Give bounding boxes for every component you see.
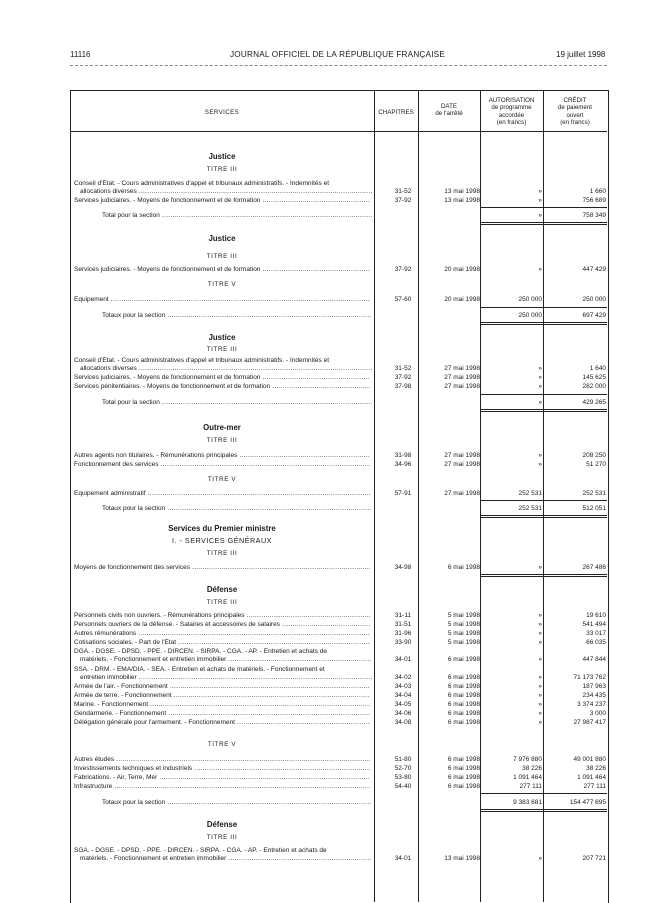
table-row bbox=[74, 266, 607, 276]
row-label: Armée de l'air. - Fonctionnement ..... bbox=[74, 683, 370, 691]
row-credit: 154 477 695 bbox=[569, 799, 606, 806]
row-credit: 1 660 bbox=[589, 188, 606, 195]
row-label: Totaux pour la section ..... bbox=[102, 799, 372, 807]
row-autorisation: 277 111 bbox=[519, 783, 542, 790]
total-rule bbox=[480, 394, 607, 395]
row-label: Personnels ouvriers de la défense. - Salaires et accessoires de salaires ..... bbox=[74, 621, 370, 629]
row-chapitre: 34-98 bbox=[394, 564, 412, 571]
total-double-rule bbox=[480, 322, 607, 325]
section-subtitle: I. - SERVICES GÉNÉRAUX bbox=[172, 536, 272, 545]
row-date: 27 mai 1998 bbox=[444, 365, 480, 372]
table-row bbox=[74, 197, 607, 207]
total-rule bbox=[480, 307, 607, 308]
row-chapitre: 31-52 bbox=[394, 188, 412, 195]
table-row bbox=[74, 383, 607, 393]
total-double-rule bbox=[480, 222, 607, 225]
row-label: matériels. - Fonctionnement et entretien immobilier ..... bbox=[80, 855, 372, 863]
row-autorisation: » bbox=[538, 701, 542, 708]
header-divider bbox=[70, 65, 607, 66]
row-date: 27 mai 1998 bbox=[444, 374, 480, 381]
column-header-services: SERVICES bbox=[204, 109, 240, 116]
row-chapitre: 31-96 bbox=[394, 630, 412, 637]
total-rule bbox=[480, 793, 607, 794]
row-date: 27 mai 1998 bbox=[444, 490, 480, 497]
table-row bbox=[74, 799, 607, 809]
row-autorisation: » bbox=[538, 639, 542, 646]
row-credit: 145 625 bbox=[582, 374, 606, 381]
row-date: 6 mai 1998 bbox=[447, 765, 480, 772]
row-credit: 19 610 bbox=[586, 612, 606, 619]
total-double-rule bbox=[480, 409, 607, 412]
row-date: 20 mai 1998 bbox=[444, 296, 480, 303]
titre-heading: TITRE III bbox=[206, 166, 238, 173]
row-label: Conseil d'État. - Cours administratives d'appel et tribunaux administratifs. - Indemnités et bbox=[74, 357, 330, 364]
row-autorisation: » bbox=[538, 719, 542, 726]
table-header-divider bbox=[70, 131, 607, 132]
row-label: SSA. - DRM. - EMA/DIA. - SEA. - Entretien et achats de matériels. - Fonctionnement et bbox=[74, 666, 325, 673]
row-label: Équipement administratif ..... bbox=[74, 490, 370, 498]
row-credit: 512 051 bbox=[582, 505, 606, 512]
row-chapitre: 37-92 bbox=[394, 197, 412, 204]
row-credit: 66 035 bbox=[586, 639, 606, 646]
row-date: 6 mai 1998 bbox=[447, 701, 480, 708]
row-label: Services judiciaires. - Moyens de fonctionnement et de formation ..... bbox=[74, 374, 370, 382]
row-autorisation: » bbox=[538, 683, 542, 690]
row-label: Investissements techniques et industriels ..... bbox=[74, 765, 370, 773]
row-autorisation: » bbox=[538, 197, 542, 204]
titre-heading: TITRE III bbox=[206, 599, 238, 606]
section-title: Justice bbox=[208, 333, 236, 342]
row-chapitre: 53-80 bbox=[394, 774, 412, 781]
row-credit: 282 000 bbox=[582, 383, 606, 390]
row-chapitre: 34-02 bbox=[394, 674, 412, 681]
titre-heading: TITRE V bbox=[207, 741, 237, 748]
column-header-date: DATE de l'arrêté bbox=[435, 103, 463, 118]
row-label: Gendarmerie. - Fonctionnement ..... bbox=[74, 710, 370, 718]
table-row bbox=[74, 461, 607, 471]
row-credit: 38 226 bbox=[586, 765, 606, 772]
row-chapitre: 31-51 bbox=[394, 621, 412, 628]
page-number: 11116 bbox=[70, 50, 91, 59]
row-date: 6 mai 1998 bbox=[447, 710, 480, 717]
row-label: Infrastructure ..... bbox=[74, 783, 370, 791]
row-autorisation: » bbox=[538, 188, 542, 195]
row-autorisation: 7 976 880 bbox=[513, 756, 542, 763]
row-label: Armée de terre. - Fonctionnement ..... bbox=[74, 692, 370, 700]
row-label: Total pour la section ..... bbox=[102, 399, 372, 407]
total-rule bbox=[480, 207, 607, 208]
row-date: 6 mai 1998 bbox=[447, 783, 480, 790]
row-label: Total pour la section ..... bbox=[102, 212, 372, 220]
row-credit: 447 844 bbox=[582, 656, 606, 663]
row-label: Fabrications. - Air, Terre, Mer ..... bbox=[74, 774, 370, 782]
table-row bbox=[74, 656, 607, 666]
row-credit: 697 429 bbox=[582, 312, 606, 319]
row-chapitre: 31-52 bbox=[394, 365, 412, 372]
row-credit: 3 000 bbox=[589, 710, 606, 717]
column-header-chapitres: CHAPITRES bbox=[378, 109, 414, 116]
row-date: 6 mai 1998 bbox=[447, 756, 480, 763]
titre-heading: TITRE V bbox=[207, 476, 237, 483]
row-credit: 277 111 bbox=[583, 783, 606, 790]
row-label: allocations diverses ..... bbox=[80, 188, 372, 196]
row-credit: 3 374 237 bbox=[577, 701, 606, 708]
issue-date: 19 juillet 1998 bbox=[556, 50, 606, 59]
row-autorisation: » bbox=[538, 374, 542, 381]
row-autorisation: » bbox=[538, 656, 542, 663]
table-row bbox=[74, 399, 607, 409]
section-title: Justice bbox=[208, 234, 236, 243]
row-date: 6 mai 1998 bbox=[447, 719, 480, 726]
row-label: Autres rémunérations ..... bbox=[74, 630, 370, 638]
row-label: matériels. - Fonctionnement et entretien immobilier ..... bbox=[80, 656, 372, 664]
row-autorisation: » bbox=[538, 452, 542, 459]
row-autorisation: » bbox=[538, 564, 542, 571]
row-credit: 33 017 bbox=[586, 630, 606, 637]
row-autorisation: » bbox=[538, 266, 542, 273]
row-label: Marine. - Fonctionnement ..... bbox=[74, 701, 370, 709]
table-row bbox=[74, 855, 607, 865]
row-date: 27 mai 1998 bbox=[444, 383, 480, 390]
row-date: 5 mai 1998 bbox=[447, 639, 480, 646]
row-label: allocations diverses ..... bbox=[80, 365, 372, 373]
row-label: Moyens de fonctionnement des services ..... bbox=[74, 564, 370, 572]
row-credit: 250 000 bbox=[582, 296, 606, 303]
row-chapitre: 34-01 bbox=[394, 855, 412, 862]
row-autorisation: 250 000 bbox=[518, 312, 542, 319]
row-chapitre: 31-11 bbox=[394, 612, 412, 619]
row-credit: 207 721 bbox=[582, 855, 606, 862]
row-chapitre: 33-90 bbox=[394, 639, 412, 646]
row-credit: 208 250 bbox=[582, 452, 606, 459]
section-title: Services du Premier ministre bbox=[168, 524, 276, 533]
row-chapitre: 34-01 bbox=[394, 656, 412, 663]
row-date: 20 mai 1998 bbox=[444, 266, 480, 273]
row-autorisation: 9 383 681 bbox=[513, 799, 542, 806]
row-label: Totaux pour la section ..... bbox=[102, 505, 372, 513]
titre-heading: TITRE III bbox=[206, 550, 238, 557]
row-date: 6 mai 1998 bbox=[447, 674, 480, 681]
table-row bbox=[74, 505, 607, 515]
row-autorisation: » bbox=[538, 710, 542, 717]
row-chapitre: 37-92 bbox=[394, 374, 412, 381]
journal-title: JOURNAL OFFICIEL DE LA RÉPUBLIQUE FRANÇAISE bbox=[230, 50, 446, 59]
table-row bbox=[74, 564, 607, 574]
row-chapitre: 37-92 bbox=[394, 266, 412, 273]
row-chapitre: 54-40 bbox=[394, 783, 412, 790]
section-title: Justice bbox=[208, 152, 236, 161]
row-autorisation: » bbox=[538, 399, 542, 406]
row-label: Totaux pour la section ..... bbox=[102, 312, 372, 320]
row-autorisation: » bbox=[538, 461, 542, 468]
row-label: Services pénitentiaires. - Moyens de fonctionnement et de formation ..... bbox=[74, 383, 370, 391]
row-autorisation: » bbox=[538, 612, 542, 619]
row-credit: 252 531 bbox=[582, 490, 606, 497]
row-label: Services judiciaires. - Moyens de fonctionnement et de formation ..... bbox=[74, 197, 370, 205]
row-autorisation: » bbox=[538, 674, 542, 681]
row-label: entretien immobilier ..... bbox=[80, 674, 372, 682]
table-row bbox=[74, 312, 607, 322]
row-credit: 758 349 bbox=[582, 212, 606, 219]
row-date: 27 mai 1998 bbox=[444, 461, 480, 468]
row-chapitre: 34-05 bbox=[394, 701, 412, 708]
table-row bbox=[74, 783, 607, 793]
row-label: DGA. - DGSE. - DPSD. - PPE. - DIRCEN. - SIRPA. - CGA. - AP. - Entretien et achats de bbox=[74, 648, 327, 655]
row-credit: 267 486 bbox=[582, 564, 606, 571]
row-credit: 1 091 464 bbox=[577, 774, 606, 781]
row-chapitre: 34-04 bbox=[394, 692, 412, 699]
row-label: Fonctionnement des services ..... bbox=[74, 461, 370, 469]
row-chapitre: 52-70 bbox=[394, 765, 412, 772]
table-row bbox=[74, 212, 607, 222]
row-chapitre: 31-98 bbox=[394, 452, 412, 459]
row-date: 13 mai 1998 bbox=[444, 855, 480, 862]
section-title: Défense bbox=[206, 585, 238, 594]
row-credit: 27 987 417 bbox=[573, 719, 606, 726]
row-label: Personnels civils non ouvriers. - Rémunérations principales ..... bbox=[74, 612, 370, 620]
row-autorisation: » bbox=[538, 630, 542, 637]
row-date: 13 mai 1998 bbox=[444, 197, 480, 204]
row-chapitre: 37-98 bbox=[394, 383, 412, 390]
table-row bbox=[74, 296, 607, 306]
row-date: 27 mai 1998 bbox=[444, 452, 480, 459]
row-autorisation: » bbox=[538, 692, 542, 699]
total-double-rule bbox=[480, 574, 607, 577]
row-chapitre: 34-03 bbox=[394, 683, 412, 690]
titre-heading: TITRE III bbox=[206, 253, 238, 260]
row-credit: 187 963 bbox=[582, 683, 606, 690]
row-autorisation: 1 091 464 bbox=[513, 774, 542, 781]
row-autorisation: » bbox=[538, 621, 542, 628]
row-autorisation: 252 531 bbox=[518, 490, 542, 497]
row-autorisation: » bbox=[538, 855, 542, 862]
row-credit: 1 640 bbox=[589, 365, 606, 372]
column-header-autorisation: AUTORISATION de programme accordée (en francs) bbox=[488, 97, 535, 127]
row-label: Conseil d'État. - Cours administratives d'appel et tribunaux administratifs. - Indemnités et bbox=[74, 180, 330, 187]
row-chapitre: 51-80 bbox=[394, 756, 412, 763]
total-double-rule bbox=[480, 809, 607, 812]
row-credit: 541 494 bbox=[582, 621, 606, 628]
row-credit: 429 265 bbox=[582, 399, 606, 406]
titre-heading: TITRE III bbox=[206, 346, 238, 353]
row-credit: 49 001 880 bbox=[573, 756, 606, 763]
row-date: 5 mai 1998 bbox=[447, 630, 480, 637]
row-label: SGA. - DGSE. - DPSD. - PPE. - DIRCEN. - SIRPA. - CGA. - AP. - Entretien et achats de bbox=[74, 847, 327, 854]
row-label: Autres agents non titulaires. - Rémunérations principales ..... bbox=[74, 452, 370, 460]
row-date: 6 mai 1998 bbox=[447, 683, 480, 690]
total-double-rule bbox=[480, 515, 607, 518]
row-chapitre: 57-60 bbox=[394, 296, 412, 303]
total-rule bbox=[480, 500, 607, 501]
row-credit: 447 429 bbox=[582, 266, 606, 273]
row-credit: 71 173 762 bbox=[573, 674, 606, 681]
titre-heading: TITRE III bbox=[206, 437, 238, 444]
row-credit: 756 689 bbox=[582, 197, 606, 204]
titre-heading: TITRE V bbox=[207, 281, 237, 288]
row-date: 6 mai 1998 bbox=[447, 656, 480, 663]
row-credit: 51 270 bbox=[586, 461, 606, 468]
row-date: 6 mai 1998 bbox=[447, 564, 480, 571]
row-chapitre: 34-06 bbox=[394, 710, 412, 717]
row-chapitre: 34-96 bbox=[394, 461, 412, 468]
row-date: 6 mai 1998 bbox=[447, 774, 480, 781]
titre-heading: TITRE III bbox=[206, 834, 238, 841]
row-chapitre: 34-08 bbox=[394, 719, 412, 726]
row-autorisation: 38 226 bbox=[522, 765, 542, 772]
row-label: Autres études ..... bbox=[74, 756, 370, 764]
section-title: Outre-mer bbox=[203, 423, 241, 432]
row-autorisation: 252 531 bbox=[518, 505, 542, 512]
row-chapitre: 57-91 bbox=[394, 490, 412, 497]
row-autorisation: » bbox=[538, 212, 542, 219]
table-row bbox=[74, 490, 607, 500]
row-credit: 234 435 bbox=[582, 692, 606, 699]
section-title: Défense bbox=[206, 820, 238, 829]
row-label: Équipement ..... bbox=[74, 296, 370, 304]
row-label: Services judiciaires. - Moyens de fonctionnement et de formation ..... bbox=[74, 266, 370, 274]
row-label: Délégation générale pour l'armement. - Fonctionnement ..... bbox=[74, 719, 370, 727]
row-autorisation: 250 000 bbox=[518, 296, 542, 303]
row-date: 5 mai 1998 bbox=[447, 612, 480, 619]
column-header-credit: CRÉDIT de paiement ouvert (en francs) bbox=[557, 97, 593, 127]
row-autorisation: » bbox=[538, 365, 542, 372]
row-date: 13 mai 1998 bbox=[444, 188, 480, 195]
row-autorisation: » bbox=[538, 383, 542, 390]
table-row bbox=[74, 719, 607, 729]
row-date: 5 mai 1998 bbox=[447, 621, 480, 628]
row-label: Cotisations sociales. - Part de l'État ..... bbox=[74, 639, 370, 647]
row-date: 6 mai 1998 bbox=[447, 692, 480, 699]
